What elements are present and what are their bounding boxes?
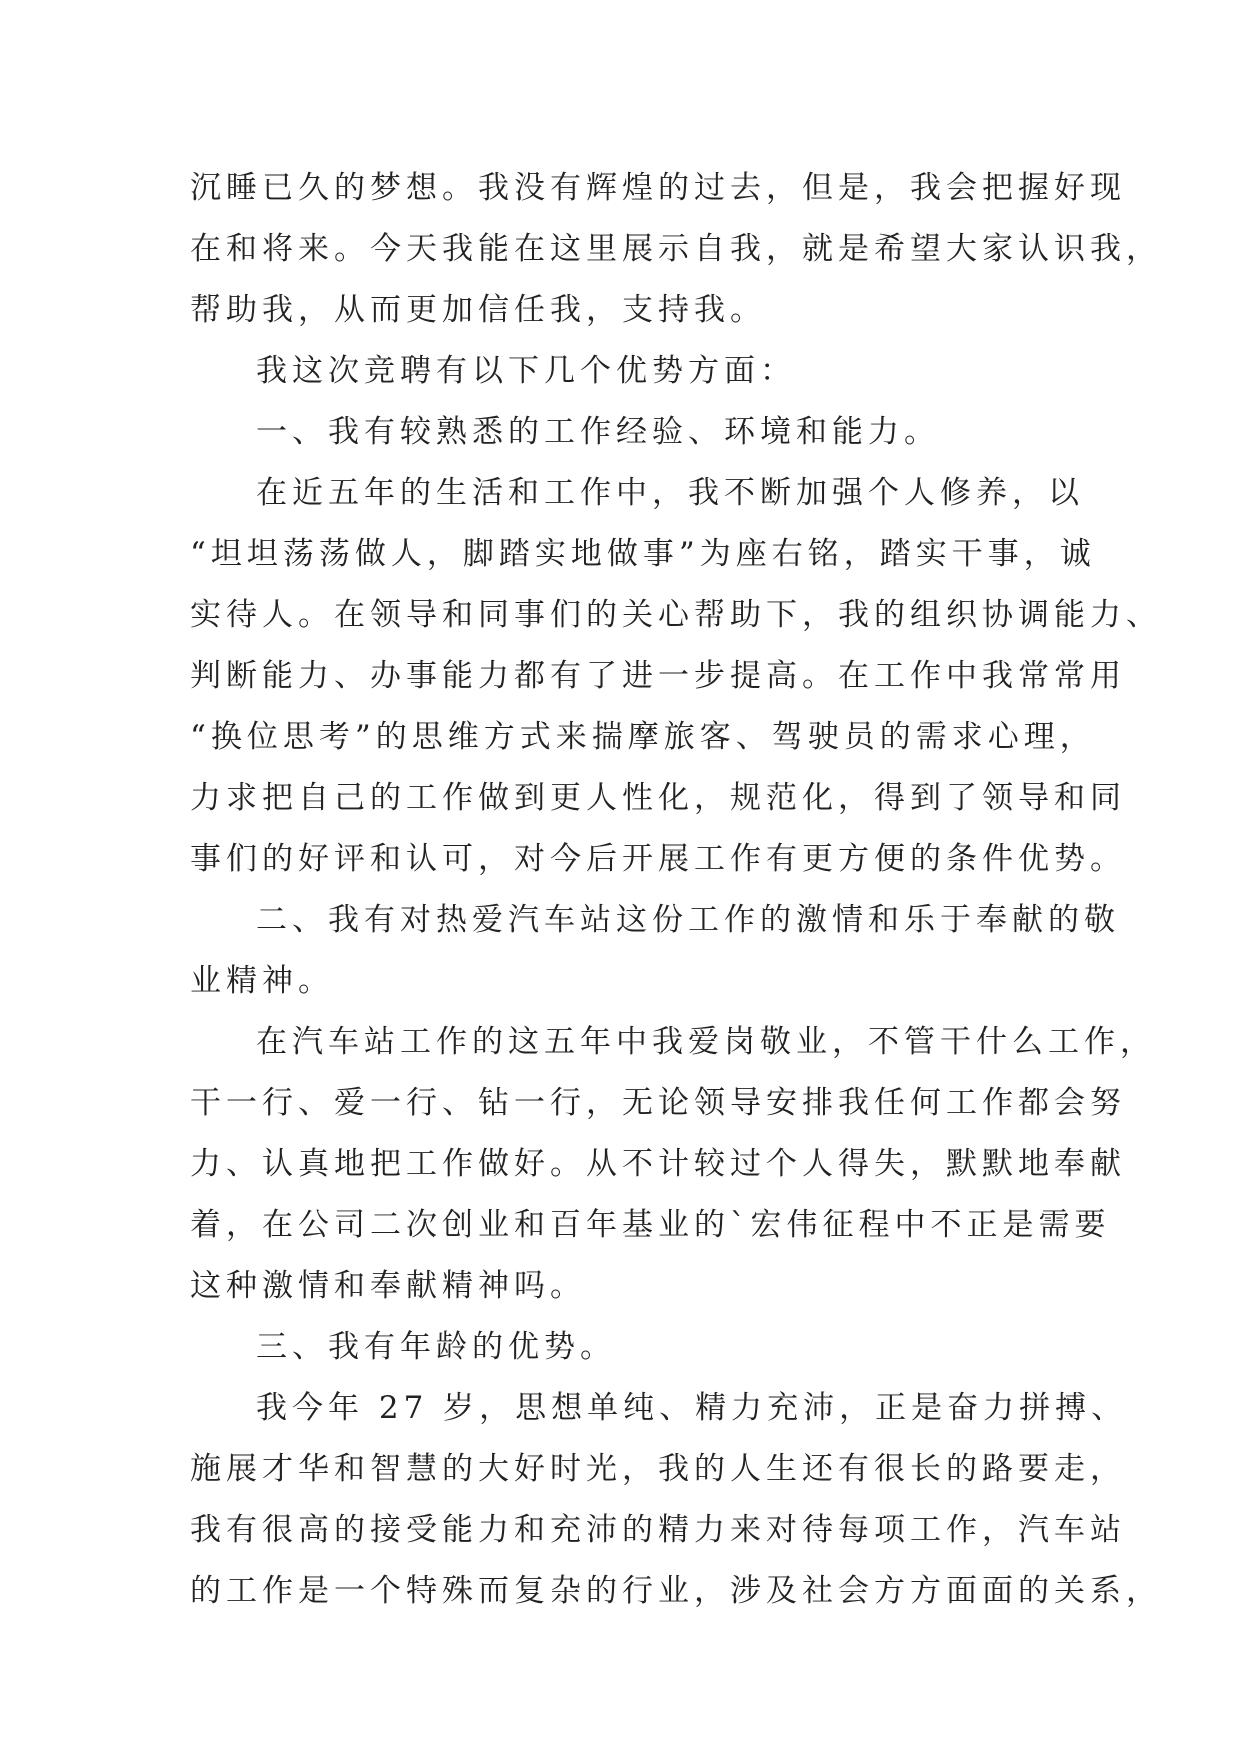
text-line: “坦坦荡荡做人，脚踏实地做事”为座右铭，踏实干事，诚 (190, 536, 1096, 572)
text-line: 着，在公司二次创业和百年基业的`宏伟征程中不正是需要 (190, 1207, 1111, 1243)
text-line: 一、我有较熟悉的工作经验、环境和能力。 (256, 414, 940, 450)
text-line: 力、认真地把工作做好。从不计较过个人得失，默默地奉献 (190, 1146, 1126, 1182)
text-line: 力求把自己的工作做到更人性化，规范化，得到了领导和同 (190, 780, 1126, 816)
text-line: 我这次竞聘有以下几个优势方面： (256, 353, 796, 389)
text-line: 沉睡已久的梦想。我没有辉煌的过去，但是，我会把握好现 (190, 170, 1126, 206)
text-line: 我今年 27 岁，思想单纯、精力充沛，正是奋力拼搏、 (256, 1390, 1128, 1426)
document-body (190, 158, 1162, 1622)
text-line: 我有很高的接受能力和充沛的精力来对待每项工作，汽车站 (190, 1512, 1126, 1548)
text-line: 判断能力、办事能力都有了进一步提高。在工作中我常常用 (190, 658, 1126, 694)
text-line: 这种激情和奉献精神吗。 (190, 1268, 586, 1304)
text-line: 事们的好评和认可，对今后开展工作有更方便的条件优势。 (190, 841, 1126, 877)
text-line: 业精神。 (190, 963, 334, 999)
text-line: 干一行、爱一行、钻一行，无论领导安排我任何工作都会努 (190, 1085, 1126, 1121)
text-line: 施展才华和智慧的大好时光，我的人生还有很长的路要走， (190, 1451, 1126, 1487)
text-line: 帮助我，从而更加信任我，支持我。 (190, 292, 766, 328)
text-line: “换位思考”的思维方式来揣摩旅客、驾驶员的需求心理， (190, 719, 1096, 755)
text-line: 的工作是一个特殊而复杂的行业，涉及社会方方面面的关系， (190, 1573, 1162, 1609)
text-line: 在和将来。今天我能在这里展示自我，就是希望大家认识我， (190, 231, 1162, 267)
text-line: 二、我有对热爱汽车站这份工作的激情和乐于奉献的敬 (256, 902, 1120, 938)
text-line: 实待人。在领导和同事们的关心帮助下，我的组织协调能力、 (190, 597, 1162, 633)
text-line: 三、我有年龄的优势。 (256, 1329, 616, 1365)
text-line: 在汽车站工作的这五年中我爱岗敬业，不管干什么工作， (256, 1024, 1156, 1060)
text-line: 在近五年的生活和工作中，我不断加强个人修养，以 (256, 475, 1084, 511)
